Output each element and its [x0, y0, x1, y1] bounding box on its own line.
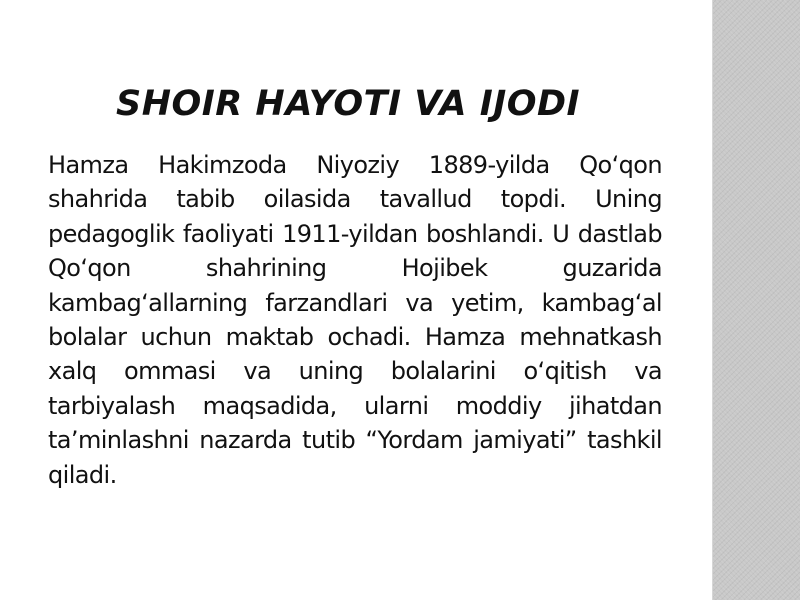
body-paragraph: Hamza Hakimzoda Niyoziy 1889-yilda Qo‘qon shahrida tabib oilasida tavallud topdi. Uning pedagoglik faoliyati 1911-yildan boshlandi. U dastlab Qo‘qon shahrining Hojibek guzarida kambag‘allarning farzandlari va yetim, kambag‘al bolalar uchun maktab ochadi. Hamza mehnatkash xalq ommasi va uning bolalarini o‘qitish va tarbiyalash maqsadida, ularni moddiy jihatdan ta’minlashni nazarda tutib “Yordam jamiyati” tashkil qiladi. — [48, 151, 662, 489]
slide-title: SHOIR HAYOTI VA IJODI — [116, 84, 581, 124]
decorative-side-panel — [712, 0, 800, 600]
